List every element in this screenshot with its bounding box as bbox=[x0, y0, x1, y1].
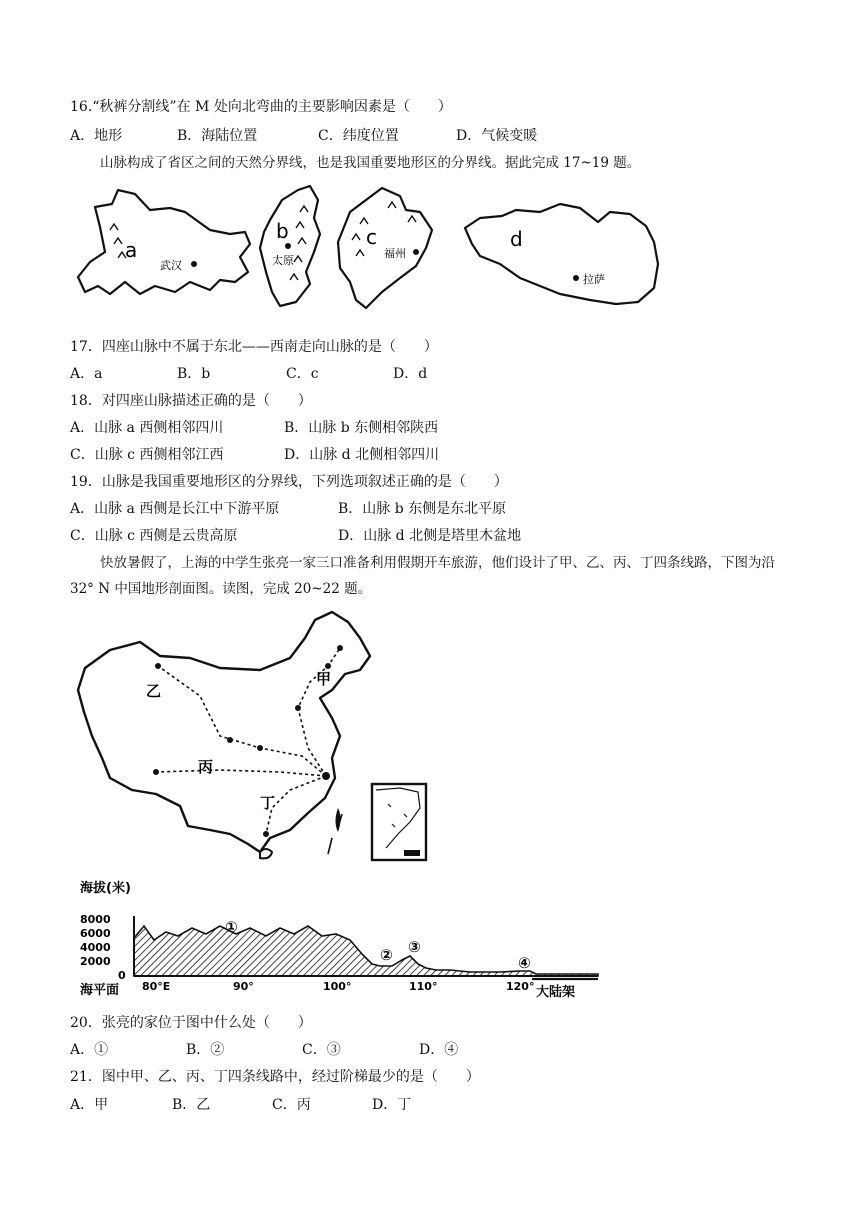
profile-xtick: 80°E bbox=[142, 980, 171, 993]
q17-option-a: A．a bbox=[70, 366, 103, 382]
q20-stem: 20．张亮的家位于图中什么处（ ） bbox=[70, 1015, 312, 1031]
city-dot-taiyuan bbox=[285, 243, 291, 249]
china-outline bbox=[78, 612, 370, 852]
profile-ytick: 4000 bbox=[80, 941, 111, 954]
q21-option-b: B．乙 bbox=[172, 1097, 211, 1113]
q19-option-d: D．山脉 d 北侧是塔里木盆地 bbox=[338, 528, 522, 544]
q18-option-a: A．山脉 a 西侧相邻四川 bbox=[70, 420, 224, 436]
q16-stem: 16.“秋裤分割线”在 M 处向北弯曲的主要影响因素是（ ） bbox=[70, 99, 452, 115]
profile-marker-4: ④ bbox=[518, 954, 531, 972]
profile-marker-3: ③ bbox=[408, 938, 421, 956]
route-stop bbox=[227, 737, 233, 743]
route-stop bbox=[257, 745, 263, 751]
province-outline-d bbox=[465, 204, 658, 304]
q20-option-a: A．① bbox=[70, 1042, 109, 1058]
profile-xtick: 110° bbox=[409, 980, 438, 993]
label-d: d bbox=[510, 227, 523, 251]
route-stop bbox=[325, 663, 331, 669]
route-label-ding: 丁 bbox=[260, 794, 276, 812]
route-label-yi: 乙 bbox=[146, 682, 162, 700]
south-sea-dash bbox=[328, 838, 332, 854]
profile-xtick: 120° bbox=[506, 980, 535, 993]
intro-20-22: 快放暑假了，上海的中学生张亮一家三口准备利用假期开车旅游，他们设计了甲、乙、丙、丁四条线路，下图为沿 32° N 中国地形剖面图。读图，完成 20~22 题。 bbox=[70, 555, 775, 597]
profile-ytick: 0 bbox=[118, 969, 126, 982]
q21-option-a: A．甲 bbox=[70, 1097, 109, 1113]
inset-scale-bar bbox=[404, 850, 420, 856]
city-fuzhou: 福州 bbox=[384, 247, 406, 260]
city-lhasa: 拉萨 bbox=[583, 273, 605, 286]
route-stop bbox=[153, 769, 159, 775]
q21-option-c: C．丙 bbox=[272, 1097, 311, 1113]
q19-option-b: B．山脉 b 东侧是东北平原 bbox=[338, 501, 507, 517]
province-outline-a bbox=[78, 190, 250, 294]
q19-option-a: A．山脉 a 西侧是长江中下游平原 bbox=[70, 501, 280, 517]
label-b: b bbox=[276, 219, 289, 243]
q20-option-b: B．② bbox=[186, 1042, 225, 1058]
city-dot-lhasa bbox=[573, 275, 579, 281]
q19-stem: 19．山脉是我国重要地形区的分界线，下列选项叙述正确的是（ ） bbox=[70, 474, 508, 490]
q17-option-d: D．d bbox=[393, 366, 428, 382]
mountain-symbols-a bbox=[110, 224, 126, 258]
profile-ytick: 2000 bbox=[80, 955, 111, 968]
intro-17-19: 山脉构成了省区之间的天然分界线，也是我国重要地形区的分界线。据此完成 17~19 题。 bbox=[100, 155, 641, 171]
profile-sea-level: 海平面 bbox=[80, 983, 120, 998]
q21-stem: 21．图中甲、乙、丙、丁四条线路中，经过阶梯最少的是（ ） bbox=[70, 1069, 480, 1085]
mountain-symbols-b bbox=[290, 206, 308, 280]
route-stop bbox=[322, 772, 330, 780]
inset-coast bbox=[376, 788, 420, 848]
profile-shelf-label: 大陆架 bbox=[536, 985, 576, 1000]
q17-stem: 17．四座山脉中不属于东北——西南走向山脉的是（ ） bbox=[70, 339, 438, 355]
label-a: a bbox=[125, 238, 138, 262]
q18-option-d: D．山脉 d 北侧相邻四川 bbox=[284, 447, 440, 463]
city-dot-fuzhou bbox=[413, 249, 419, 255]
route-label-bing: 丙 bbox=[198, 758, 214, 776]
q16-option-d: D．气候变暖 bbox=[456, 128, 538, 144]
hainan-island bbox=[260, 849, 272, 858]
q16-option-b: B．海陆位置 bbox=[177, 128, 258, 144]
city-taiyuan: 太原 bbox=[272, 254, 294, 267]
label-c: c bbox=[366, 225, 377, 249]
route-stop bbox=[295, 705, 301, 711]
q20-option-c: C．③ bbox=[302, 1042, 341, 1058]
terrain-profile bbox=[70, 876, 610, 1006]
province-outlines-figure bbox=[70, 182, 670, 312]
route-stop bbox=[155, 663, 161, 669]
route-stop bbox=[263, 831, 269, 837]
china-route-map bbox=[70, 608, 450, 868]
q19-option-c: C．山脉 c 西侧是云贵高原 bbox=[70, 528, 238, 544]
q18-option-b: B．山脉 b 东侧相邻陕西 bbox=[284, 420, 439, 436]
q16-option-c: C．纬度位置 bbox=[318, 128, 399, 144]
profile-xtick: 90° bbox=[233, 980, 254, 993]
profile-ytick: 8000 bbox=[80, 913, 111, 926]
q18-stem: 18．对四座山脉描述正确的是（ ） bbox=[70, 393, 312, 409]
route-label-jia: 甲 bbox=[316, 670, 332, 688]
profile-marker-2: ② bbox=[380, 946, 393, 964]
city-wuhan: 武汉 bbox=[160, 259, 182, 272]
q16-option-a: A．地形 bbox=[70, 128, 123, 144]
q20-option-d: D．④ bbox=[419, 1042, 459, 1058]
profile-ylabel: 海拔(米) bbox=[80, 881, 131, 896]
profile-xtick: 100° bbox=[323, 980, 352, 993]
profile-ytick: 6000 bbox=[80, 927, 111, 940]
route-stop bbox=[337, 645, 343, 651]
q21-option-d: D．丁 bbox=[372, 1097, 412, 1113]
route-bing bbox=[156, 770, 326, 776]
profile-marker-1: ① bbox=[225, 918, 238, 936]
q17-option-b: B．b bbox=[177, 366, 211, 382]
q18-option-c: C．山脉 c 西侧相邻江西 bbox=[70, 447, 224, 463]
city-dot-wuhan bbox=[191, 261, 197, 267]
q17-option-c: C．c bbox=[286, 366, 319, 382]
